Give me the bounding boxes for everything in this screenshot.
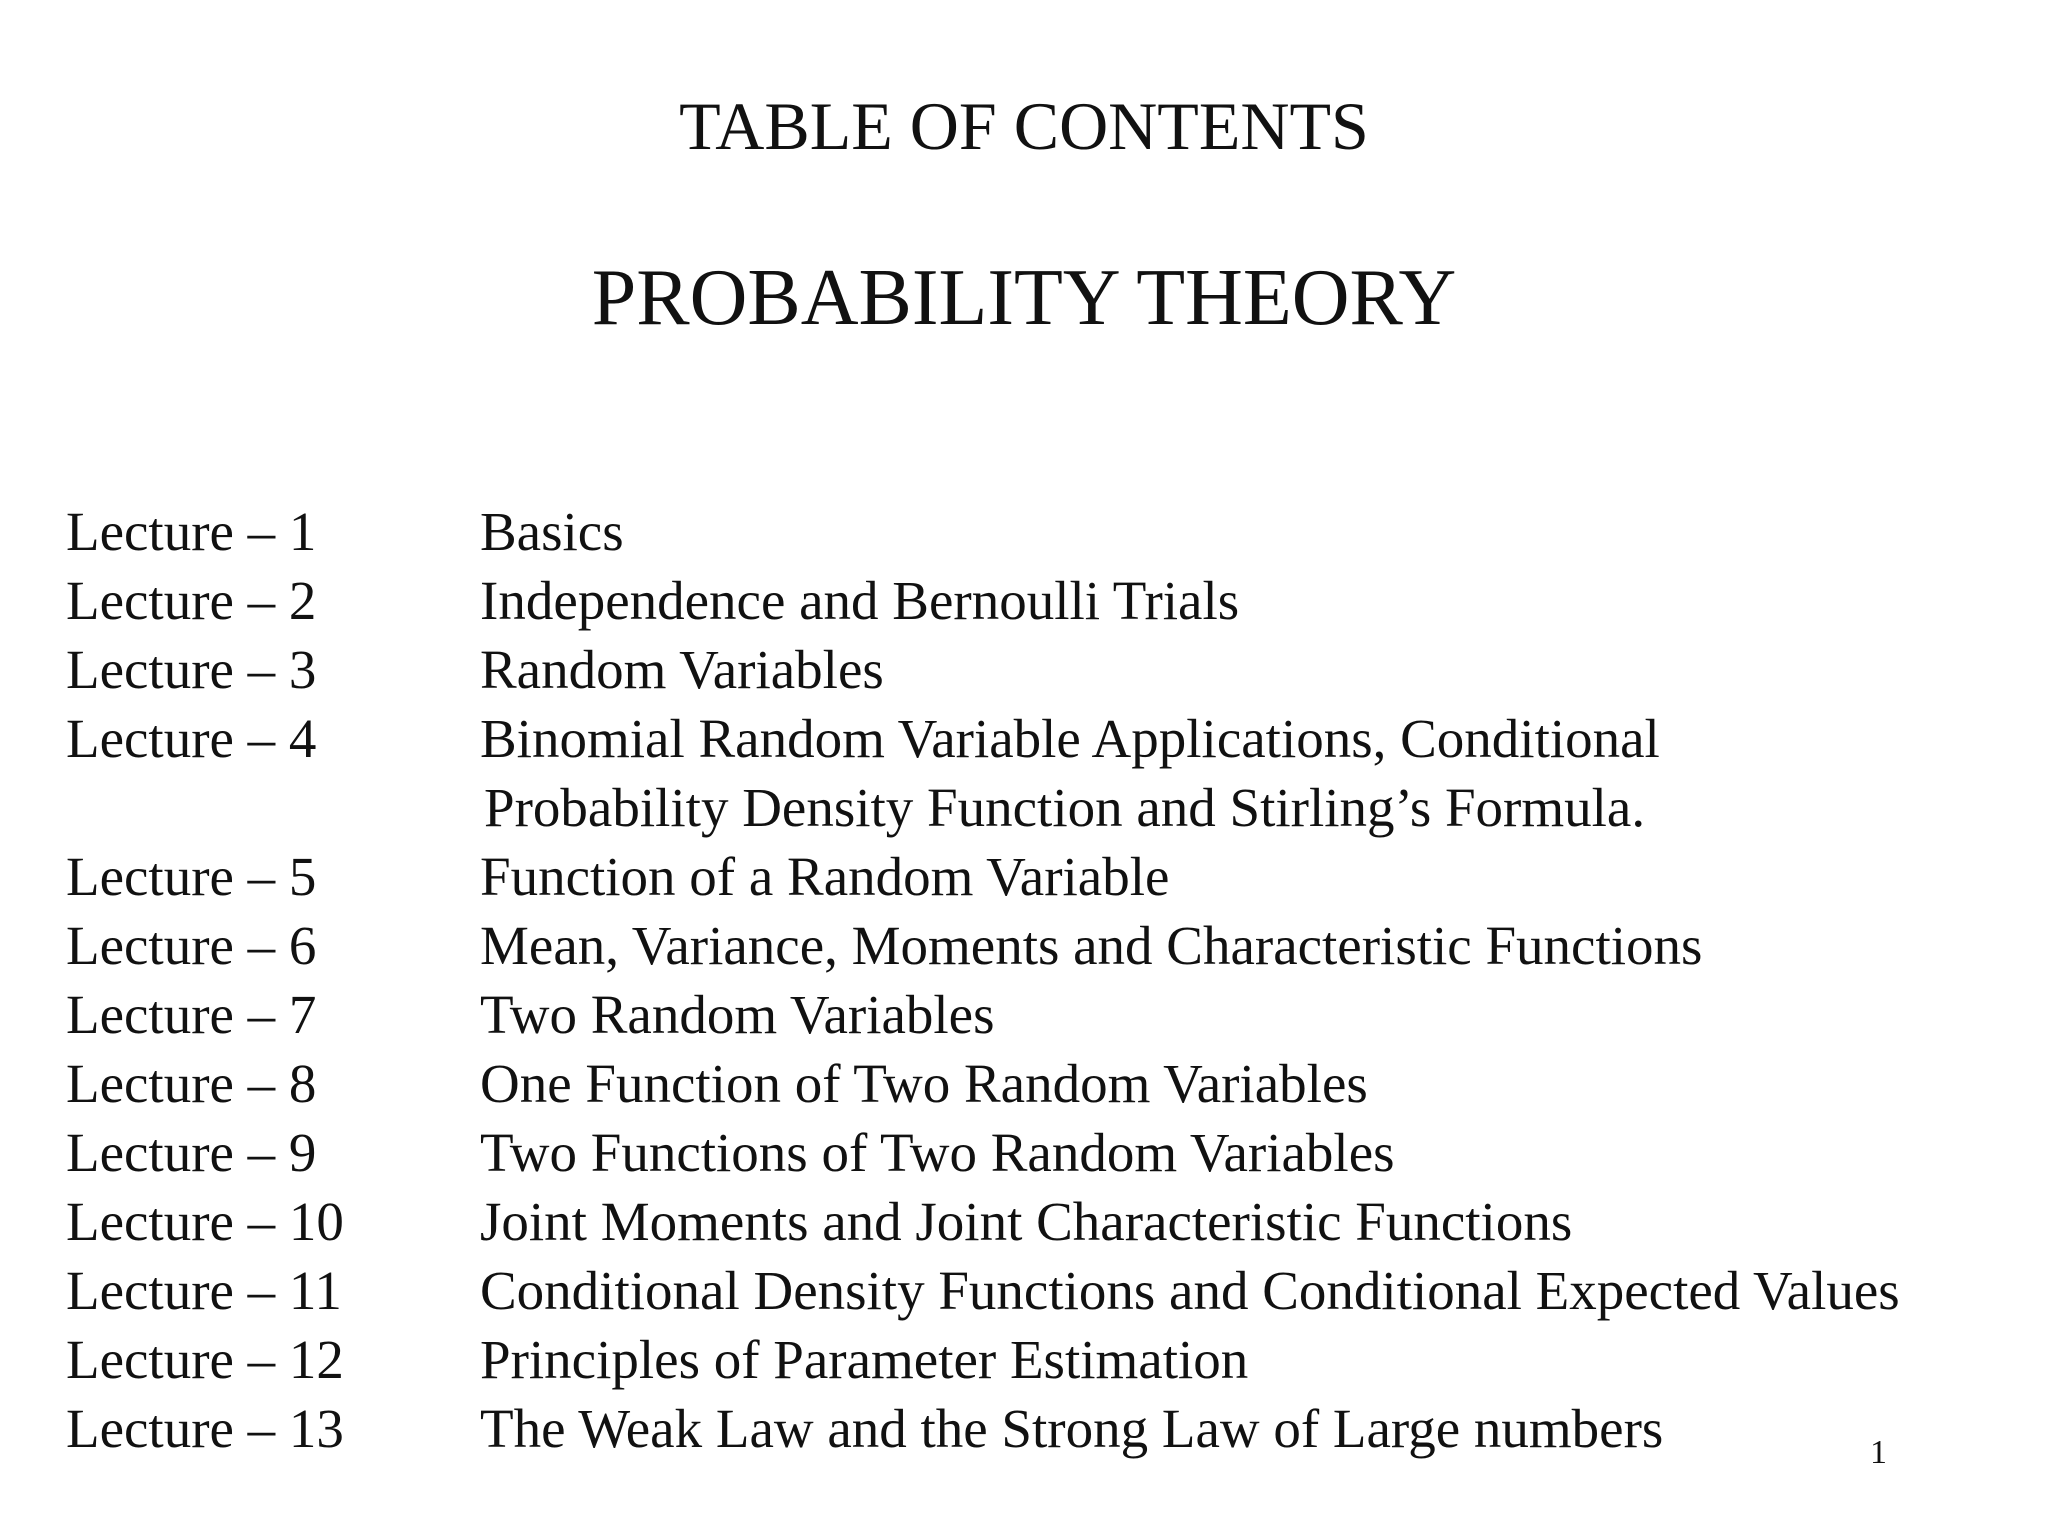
lecture-topic-line: The Weak Law and the Strong Law of Large numbers xyxy=(480,1398,1664,1459)
subject-title: PROBABILITY THEORY xyxy=(591,254,1457,342)
lecture-number: Lecture – 9 xyxy=(66,1122,317,1183)
lecture-row xyxy=(66,704,1996,842)
lecture-topic-line: Two Functions of Two Random Variables xyxy=(480,1122,1395,1183)
lecture-row xyxy=(66,497,1996,566)
lecture-row xyxy=(66,842,1996,911)
lecture-row xyxy=(66,1049,1996,1118)
lecture-topic xyxy=(480,911,1996,980)
lecture-number: Lecture – 12 xyxy=(66,1329,344,1390)
lecture-row xyxy=(66,911,1996,980)
lecture-topic xyxy=(480,1049,1996,1118)
lecture-topic xyxy=(480,842,1996,911)
lecture-topic xyxy=(480,1256,1996,1325)
lecture-topic-line: Two Random Variables xyxy=(480,984,995,1045)
lecture-topic-line: Independence and Bernoulli Trials xyxy=(480,570,1240,631)
lecture-number: Lecture – 6 xyxy=(66,915,317,976)
lecture-topic-line: Basics xyxy=(480,501,624,562)
lecture-topic-line: Joint Moments and Joint Characteristic Functions xyxy=(480,1191,1573,1252)
lecture-row xyxy=(66,566,1996,635)
lecture-topic xyxy=(480,635,1996,704)
lecture-row xyxy=(66,1325,1996,1394)
lecture-number: Lecture – 7 xyxy=(66,984,317,1045)
page-number: 1 xyxy=(1870,1434,1887,1471)
lecture-list xyxy=(66,497,1996,1463)
toc-heading: TABLE OF CONTENTS xyxy=(679,88,1369,164)
lecture-row xyxy=(66,635,1996,704)
lecture-topic xyxy=(480,1118,1996,1187)
lecture-number: Lecture – 4 xyxy=(66,708,317,769)
lecture-topic xyxy=(480,1325,1996,1394)
lecture-topic-line: Mean, Variance, Moments and Characteristic Functions xyxy=(480,915,1703,976)
lecture-topic-line: Principles of Parameter Estimation xyxy=(480,1329,1249,1390)
lecture-row xyxy=(66,1187,1996,1256)
lecture-row xyxy=(66,1394,1996,1463)
lecture-topic-line: Random Variables xyxy=(480,639,884,700)
lecture-topic-line: Function of a Random Variable xyxy=(480,846,1170,907)
lecture-number: Lecture – 8 xyxy=(66,1053,317,1114)
lecture-topic xyxy=(480,497,1996,566)
lecture-row xyxy=(66,1256,1996,1325)
lecture-number: Lecture – 11 xyxy=(66,1260,342,1321)
lecture-topic-line: One Function of Two Random Variables xyxy=(480,1053,1368,1114)
lecture-number: Lecture – 2 xyxy=(66,570,317,631)
lecture-topic xyxy=(480,980,1996,1049)
lecture-topic xyxy=(480,566,1996,635)
lecture-topic xyxy=(480,1394,1996,1463)
lecture-topic xyxy=(480,704,1996,842)
lecture-number: Lecture – 3 xyxy=(66,639,317,700)
lecture-row xyxy=(66,1118,1996,1187)
lecture-number: Lecture – 1 xyxy=(66,501,317,562)
lecture-number: Lecture – 13 xyxy=(66,1398,344,1459)
lecture-topic-line: Binomial Random Variable Applications, Conditional xyxy=(480,708,1660,769)
lecture-topic xyxy=(480,1187,1996,1256)
lecture-topic-line: Conditional Density Functions and Conditional Expected Values xyxy=(480,1260,1900,1321)
lecture-row xyxy=(66,980,1996,1049)
lecture-topic-line: Probability Density Function and Stirling’s Formula. xyxy=(484,777,1646,838)
lecture-number: Lecture – 10 xyxy=(66,1191,344,1252)
lecture-number: Lecture – 5 xyxy=(66,846,317,907)
